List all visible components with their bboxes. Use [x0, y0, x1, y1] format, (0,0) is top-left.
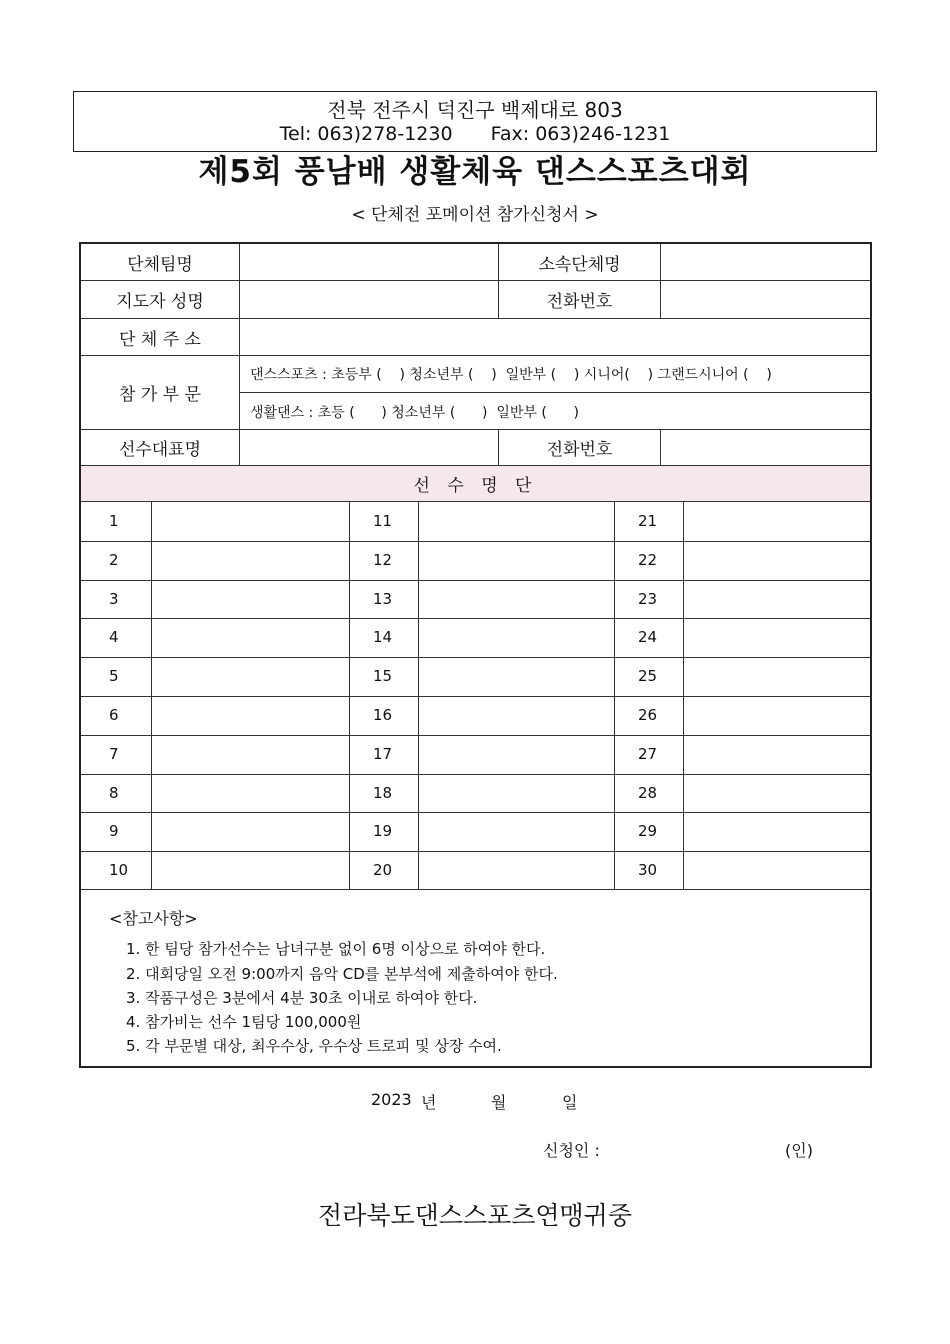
roster-number: 4 — [109, 628, 119, 647]
roster-number: 6 — [109, 706, 119, 724]
roster-name-field[interactable] — [684, 813, 871, 850]
roster-name-field[interactable] — [419, 697, 613, 734]
contact-line — [74, 123, 876, 145]
roster-number: 18 — [373, 783, 393, 802]
roster-number: 14 — [373, 628, 393, 647]
leader-phone-field[interactable] — [660, 281, 872, 318]
team-address-label: 단 체 주 소 — [119, 329, 201, 350]
roster-name-field[interactable] — [684, 658, 871, 695]
note-item: 1. 한 팀당 참가선수는 남녀구분 없이 6명 이상으로 하여야 한다. — [126, 940, 546, 958]
fax-number: 063)246-1231 — [535, 123, 671, 145]
roster-number: 23 — [638, 589, 658, 608]
roster-name-field[interactable] — [419, 581, 613, 618]
roster-grid — [81, 502, 870, 890]
seal-mark: (인) — [785, 1141, 813, 1160]
notes-title: <참고사항> — [109, 909, 198, 928]
roster-number: 22 — [638, 550, 658, 569]
roster-name-field[interactable] — [419, 658, 613, 695]
roster-number: 24 — [638, 628, 658, 647]
roster-number: 8 — [109, 783, 119, 802]
team-name-field[interactable] — [239, 244, 498, 280]
roster-number: 2 — [109, 550, 119, 569]
footer-recipient: 전라북도댄스스포츠연맹귀중 — [318, 1201, 632, 1230]
address-row — [81, 319, 870, 356]
roster-name-field[interactable] — [684, 736, 871, 773]
roster-number: 29 — [638, 822, 658, 841]
representative-phone-field[interactable] — [660, 430, 872, 465]
roster-name-field[interactable] — [684, 542, 871, 579]
division-label: 참 가 부 문 — [119, 385, 201, 405]
note-item: 5. 각 부문별 대상, 최우수상, 우수상 트로피 및 상장 수여. — [126, 1037, 502, 1055]
team-name-label: 단체팀명 — [127, 254, 193, 275]
roster-name-field[interactable] — [684, 697, 871, 734]
roster-header: 선 수 명 단 — [81, 466, 870, 502]
roster-number: 30 — [638, 861, 658, 880]
roster-name-field[interactable] — [684, 619, 871, 656]
roster-name-field[interactable] — [152, 619, 348, 656]
applicant-signature-field[interactable] — [625, 1138, 775, 1160]
roster-number: 21 — [638, 512, 658, 530]
roster-number: 28 — [638, 783, 658, 802]
address-text: 전북 전주시 덕진구 백제대로 803 — [327, 98, 623, 122]
roster-number: 25 — [638, 667, 658, 686]
document-title: 제5회 풍남배 생활체육 댄스스포츠대회 — [198, 154, 752, 190]
team-address-field[interactable] — [239, 319, 872, 355]
leader-name-label: 지도자 성명 — [116, 292, 204, 312]
roster-number: 15 — [373, 667, 393, 686]
roster-number: 3 — [109, 589, 119, 608]
leader-name-field[interactable] — [239, 281, 498, 318]
tel-number: 063)278-1230 — [317, 123, 453, 145]
roster-number: 7 — [109, 744, 119, 763]
address-box — [73, 91, 877, 152]
representative-phone-label: 전화번호 — [498, 430, 660, 465]
roster-name-field[interactable] — [152, 697, 348, 734]
roster-name-field[interactable] — [419, 852, 613, 889]
leader-row — [81, 281, 870, 319]
applicant-label: 신청인 : — [543, 1141, 600, 1160]
representative-label: 선수대표명 — [118, 440, 202, 460]
roster-name-field[interactable] — [152, 503, 348, 540]
representative-field[interactable] — [239, 430, 498, 465]
roster-name-field[interactable] — [419, 775, 613, 812]
roster-name-field[interactable] — [684, 775, 871, 812]
roster-number: 10 — [109, 861, 129, 880]
roster-name-field[interactable] — [419, 542, 613, 579]
fax-label: Fax: — [490, 123, 530, 145]
roster-name-field[interactable] — [152, 658, 348, 695]
roster-name-field[interactable] — [152, 775, 348, 812]
leader-phone-label: 전화번호 — [498, 281, 660, 318]
roster-name-field[interactable] — [684, 852, 871, 889]
roster-name-field[interactable] — [152, 852, 348, 889]
date-year-unit: 년 — [421, 1093, 437, 1112]
dancesport-division-line[interactable]: 댄스스포츠 : 초등부 ( ) 청소년부 ( ) 일반부 ( ) 시니어( ) 그랜드시니어 ( ) — [239, 356, 872, 393]
division-row — [81, 356, 870, 430]
date-day-unit: 일 — [562, 1093, 578, 1112]
note-item: 2. 대회당일 오전 9:00까지 음악 CD를 본부석에 제출하여야 한다. — [126, 965, 558, 983]
representative-row — [81, 430, 870, 466]
roster-number: 20 — [373, 861, 393, 880]
date-month-unit: 월 — [491, 1093, 507, 1112]
roster-number: 26 — [638, 706, 658, 724]
roster-name-field[interactable] — [152, 581, 348, 618]
roster-name-field[interactable] — [152, 542, 348, 579]
roster-number: 19 — [373, 822, 393, 841]
application-form — [79, 242, 872, 1068]
tel-label: Tel: — [279, 123, 312, 145]
roster-name-field[interactable] — [684, 503, 871, 540]
affiliation-field[interactable] — [660, 244, 872, 280]
note-item: 3. 작품구성은 3분에서 4분 30초 이내로 하여야 한다. — [126, 989, 478, 1007]
social-dance-division-line[interactable]: 생활댄스 : 초등 ( ) 청소년부 ( ) 일반부 ( ) — [239, 393, 872, 430]
roster-number: 5 — [109, 667, 119, 686]
team-name-row — [81, 244, 870, 281]
roster-name-field[interactable] — [684, 581, 871, 618]
roster-number: 13 — [373, 589, 393, 608]
document-subtitle: < 단체전 포메이션 참가신청서 > — [351, 205, 599, 225]
roster-name-field[interactable] — [419, 813, 613, 850]
roster-number: 11 — [373, 512, 393, 530]
roster-number: 12 — [373, 550, 393, 569]
roster-number: 16 — [373, 706, 393, 724]
note-item: 4. 참가비는 선수 1팀당 100,000원 — [126, 1013, 362, 1031]
roster-name-field[interactable] — [419, 736, 613, 773]
roster-name-field[interactable] — [152, 813, 348, 850]
roster-name-field[interactable] — [152, 736, 348, 773]
roster-number: 17 — [373, 744, 393, 763]
affiliation-label: 소속단체명 — [498, 244, 660, 280]
roster-name-field[interactable] — [419, 619, 613, 656]
roster-name-field[interactable] — [419, 503, 613, 540]
roster-number: 9 — [109, 822, 119, 841]
roster-number: 27 — [638, 744, 658, 763]
date-year: 2023 — [371, 1090, 412, 1109]
roster-number: 1 — [109, 512, 119, 530]
